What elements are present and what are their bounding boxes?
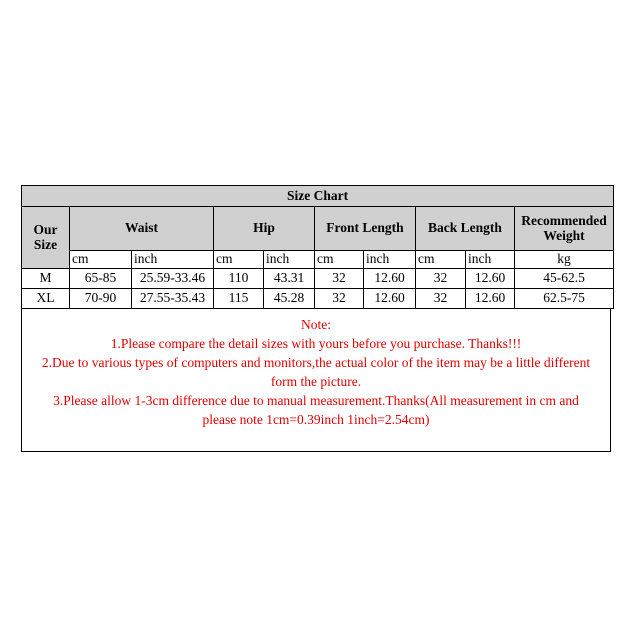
header-waist: Waist bbox=[70, 207, 214, 251]
header-size: Our Size bbox=[22, 207, 70, 269]
cell-hip-inch: 43.31 bbox=[264, 269, 315, 289]
header-back-length: Back Length bbox=[416, 207, 515, 251]
note-line: 1.Please compare the detail sizes with yours before you purchase. Thanks!!! bbox=[110, 336, 522, 351]
unit-weight: kg bbox=[515, 251, 614, 269]
unit-back-inch: inch bbox=[466, 251, 515, 269]
cell-size: M bbox=[22, 269, 70, 289]
note-line: 3.Please allow 1-3cm difference due to manual measurement.Thanks(All measurement in cm and bbox=[53, 393, 579, 408]
cell-waist-cm: 65-85 bbox=[70, 269, 132, 289]
cell-back-inch: 12.60 bbox=[466, 269, 515, 289]
table-title: Size Chart bbox=[22, 186, 614, 207]
cell-back-cm: 32 bbox=[416, 289, 466, 309]
note-line: please note 1cm=0.39inch 1inch=2.54cm) bbox=[202, 412, 430, 427]
cell-front-inch: 12.60 bbox=[364, 269, 416, 289]
unit-back-cm: cm bbox=[416, 251, 466, 269]
notes-box bbox=[21, 309, 611, 452]
unit-front-cm: cm bbox=[315, 251, 364, 269]
cell-size: XL bbox=[22, 289, 70, 309]
note-line: 2.Due to various types of computers and monitors,the actual color of the item may be a little different bbox=[41, 355, 591, 370]
cell-hip-inch: 45.28 bbox=[264, 289, 315, 309]
unit-waist-inch: inch bbox=[132, 251, 214, 269]
header-weight: Recommended Weight bbox=[515, 207, 614, 251]
header-front-length: Front Length bbox=[315, 207, 416, 251]
cell-front-cm: 32 bbox=[315, 289, 364, 309]
note-line: form the picture. bbox=[270, 374, 362, 389]
unit-hip-cm: cm bbox=[214, 251, 264, 269]
header-hip: Hip bbox=[214, 207, 315, 251]
note-heading: Note: bbox=[301, 317, 331, 332]
unit-front-inch: inch bbox=[364, 251, 416, 269]
size-chart bbox=[21, 185, 613, 452]
cell-back-cm: 32 bbox=[416, 269, 466, 289]
cell-front-cm: 32 bbox=[315, 269, 364, 289]
table-row bbox=[22, 269, 614, 289]
table-row bbox=[22, 289, 614, 309]
cell-waist-inch: 25.59-33.46 bbox=[132, 269, 214, 289]
cell-hip-cm: 110 bbox=[214, 269, 264, 289]
cell-waist-inch: 27.55-35.43 bbox=[132, 289, 214, 309]
cell-hip-cm: 115 bbox=[214, 289, 264, 309]
size-table bbox=[21, 185, 614, 309]
unit-waist-cm: cm bbox=[70, 251, 132, 269]
cell-waist-cm: 70-90 bbox=[70, 289, 132, 309]
cell-back-inch: 12.60 bbox=[466, 289, 515, 309]
unit-hip-inch: inch bbox=[264, 251, 315, 269]
cell-front-inch: 12.60 bbox=[364, 289, 416, 309]
cell-weight: 45-62.5 bbox=[515, 269, 614, 289]
cell-weight: 62.5-75 bbox=[515, 289, 614, 309]
